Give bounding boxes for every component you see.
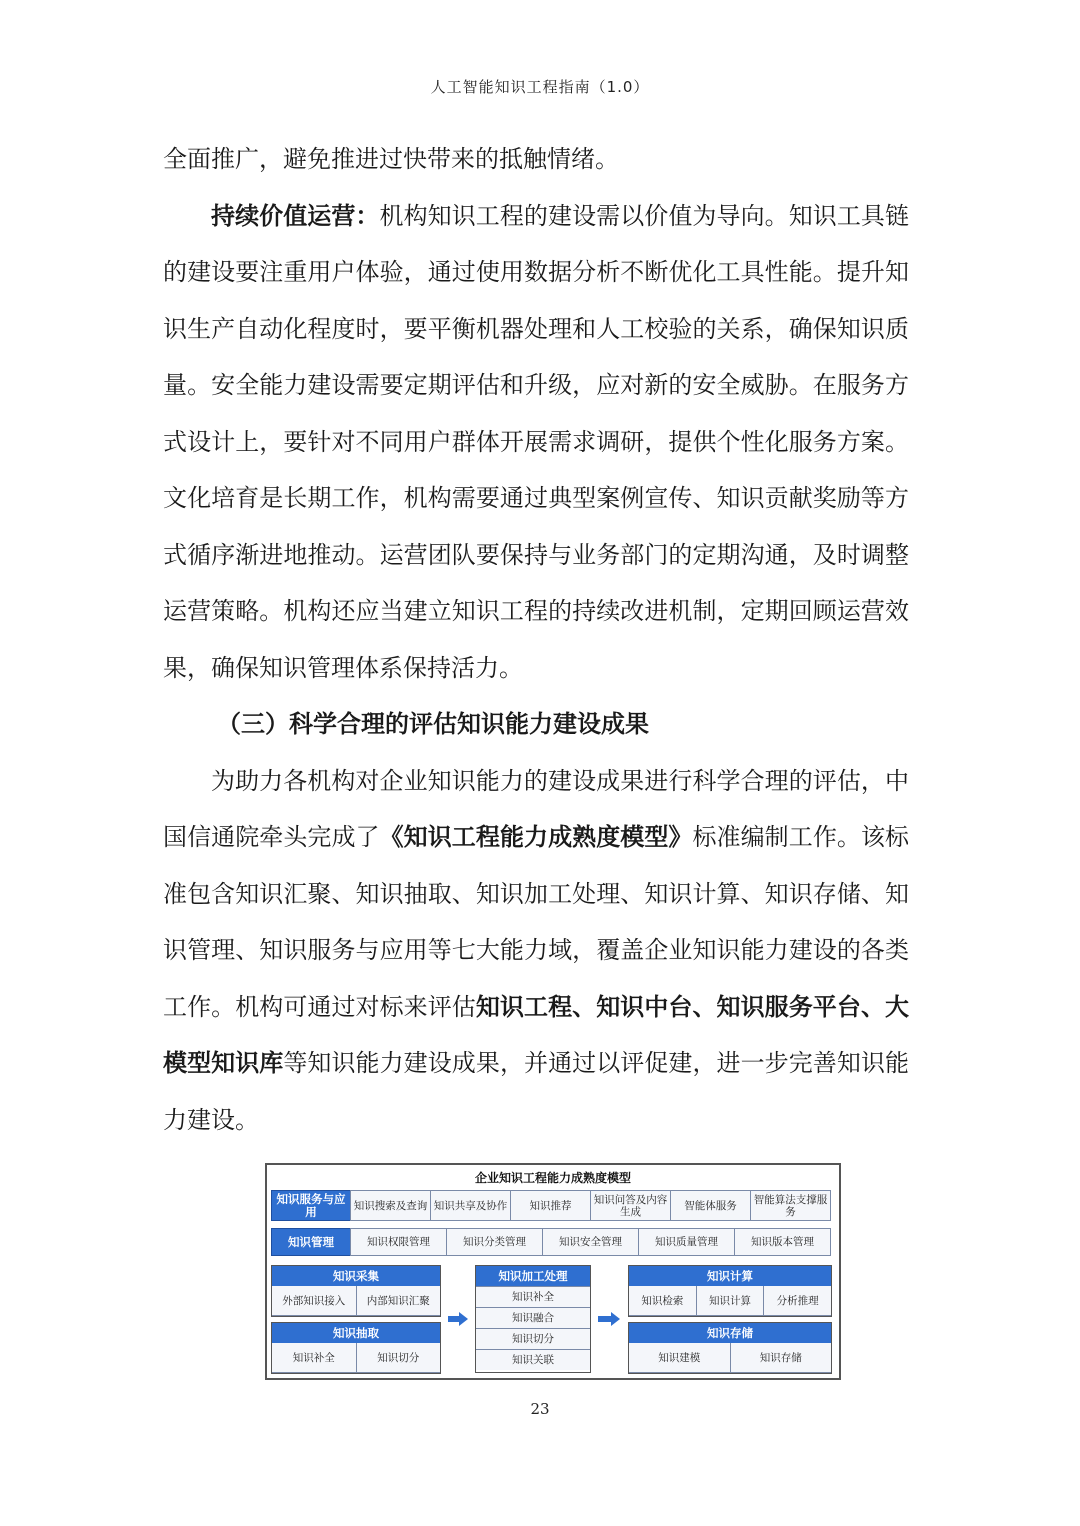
box-cells: [272, 1286, 440, 1316]
cell: 分析推理: [764, 1286, 831, 1316]
box-cells: [629, 1286, 831, 1316]
cell: 知识分类管理: [446, 1228, 543, 1256]
cell: 知识存储: [731, 1343, 832, 1373]
box-title: 知识采集: [272, 1266, 440, 1286]
cell: 知识搜索及查询: [350, 1190, 431, 1221]
standard-name: 《知识工程能力成熟度模型》: [379, 823, 693, 851]
paragraph-2-text: 机构知识工程的建设需以价值为导向。知识工具链的建设要注重用户体验，通过使用数据分析不断优化工具性能。提升知识生产自动化程度时，要平衡机器处理和人工校验的关系，确保知识质量。安全能力建设需要定期评估和升级，应对新的安全威胁。在服务方式设计上，要针对不同用户群体开展需求调研，提供个性化服务方案。文化培育是长期工作，机构需要通过典型案例宣传、知识贡献奖励等方式循序渐进地推动。运营团队要保持与业务部门的定期沟通，及时调整运营策略。机构还应当建立知识工程的持续改进机制，定期回顾运营效果，确保知识管理体系保持活力。: [163, 201, 909, 682]
cell: 知识切分: [476, 1328, 590, 1349]
achievements-bold: 知识工程、知识中台、知识服务平台、大模型知识库: [163, 992, 910, 1077]
paragraph-3-text-e: 等知识能力建设成果，并通过以评促建，进一步完善知识能力建设。: [163, 1049, 910, 1134]
arrow-right-icon: [611, 1312, 620, 1326]
diagram-title: 企业知识工程能力成熟度模型: [474, 1171, 631, 1185]
cell: 知识建模: [629, 1343, 731, 1373]
cell: 知识质量管理: [638, 1228, 735, 1256]
box-process: [475, 1265, 591, 1373]
paragraph-3: [163, 753, 909, 1149]
cell: 知识计算: [697, 1286, 765, 1316]
bold-lead: 持续价值运营：: [211, 201, 380, 230]
row-service-application: [271, 1190, 831, 1221]
row-label: 知识服务与应用: [271, 1190, 351, 1221]
cell: 内部知识汇聚: [357, 1286, 441, 1316]
paragraph-3-text-a: 为助力各机构对企业知识能力的建设成果进行科学合理的评估，中国信通院牵头完成了: [163, 766, 909, 851]
cell: 知识版本管理: [734, 1228, 831, 1256]
page-number: 23: [530, 1400, 550, 1418]
row-knowledge-management: [271, 1228, 831, 1256]
cell: 外部知识接入: [272, 1286, 357, 1316]
arrow-right-icon: [459, 1312, 468, 1326]
box-title: 知识存储: [629, 1323, 831, 1343]
box-cells: [629, 1343, 831, 1373]
paragraph-3-text-c: 标准编制工作。该标准包含知识汇聚、知识抽取、知识加工处理、知识计算、知识存储、知识管理、知识服务与应用等七大能力域，覆盖企业知识能力建设的各类工作。机构可通过对标来评估: [163, 823, 910, 1021]
box-title: 知识计算: [629, 1266, 831, 1286]
cell: 智能算法支撑服务: [750, 1190, 831, 1221]
cell: 知识共享及协作: [430, 1190, 511, 1221]
maturity-model-diagram: [265, 1163, 841, 1380]
box-title: 知识抽取: [272, 1323, 440, 1343]
arrow-shaft: [598, 1316, 612, 1322]
cell: 智能体服务: [670, 1190, 751, 1221]
cell: 知识权限管理: [350, 1228, 447, 1256]
row-label: 知识管理: [271, 1228, 351, 1256]
cell: 知识融合: [476, 1307, 590, 1328]
box-storage: [628, 1322, 832, 1374]
cell: 知识补全: [476, 1286, 590, 1307]
cell: 知识关联: [476, 1349, 590, 1370]
cell: 知识安全管理: [542, 1228, 639, 1256]
cell: 知识推荐: [510, 1190, 591, 1221]
cell: 知识问答及内容生成: [590, 1190, 671, 1221]
box-collect: [271, 1265, 441, 1317]
section-heading: （三）科学合理的评估知识能力建设成果: [217, 710, 649, 738]
box-compute: [628, 1265, 832, 1317]
paragraph-1: 全面推广，避免推进过快带来的抵触情绪。: [163, 145, 619, 173]
body-text: [163, 131, 909, 1148]
paragraph-2: [163, 188, 909, 697]
running-header: 人工智能知识工程指南（1.0）: [430, 78, 650, 96]
cell: 知识切分: [357, 1343, 441, 1373]
box-title: 知识加工处理: [476, 1266, 590, 1286]
box-cells: [272, 1343, 440, 1373]
box-extract: [271, 1322, 441, 1374]
cell: 知识补全: [272, 1343, 357, 1373]
cell: 知识检索: [629, 1286, 697, 1316]
